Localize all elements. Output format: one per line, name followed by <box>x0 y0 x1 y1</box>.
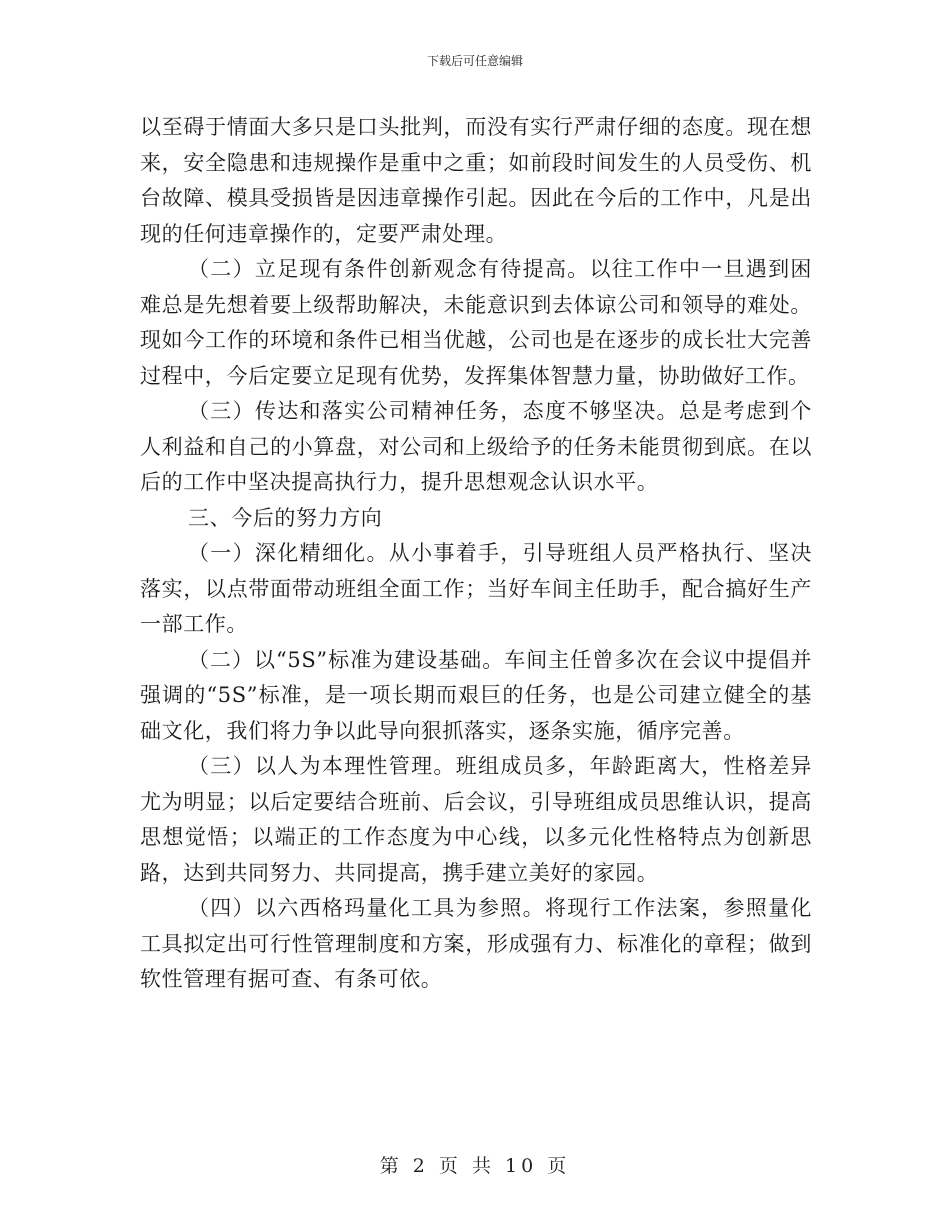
page-number-footer: 第 2 页 共 10 页 <box>379 1155 571 1177</box>
page-header: 下载后可任意编辑 <box>426 54 523 68</box>
paragraph-1: 以至碍于情面大多只是口头批判，而没有实行严肃仔细的态度。现在想来，安全隐患和违规操作是重中之重；如前段时间发生的人员受伤、机台故障、模具受损皆是因违章操作引起。因此在今后的工作中，凡是出现的任何违章操作的，定要严肃处理。 <box>140 115 812 246</box>
paragraph-3: （三）传达和落实公司精神任务，态度不够坚决。总是考虑到个人利益和自己的小算盘，对公司和上级给予的任务未能贯彻到底。在以后的工作中坚决提高执行力，提升思想观念认识水平。 <box>140 399 812 494</box>
paragraph-2: （二）立足现有条件创新观念有待提高。以往工作中一旦遇到困难总是先想着要上级帮助解决，未能意识到去体谅公司和领导的难处。现如今工作的环境和条件已相当优越，公司也是在逐步的成长壮大完善过程中，今后定要立足现有优势，发挥集体智慧力量，协助做好工作。 <box>140 257 812 388</box>
paragraph-7: （四）以六西格玛量化工具为参照。将现行工作法案，参照量化工具拟定出可行性管理制度和方案，形成强有力、标准化的章程；做到软性管理有据可查、有条可依。 <box>140 896 812 991</box>
paragraph-5: （二）以“5S”标准为建设基础。车间主任曾多次在会议中提倡并强调的“5S”标准，是一项长期而艰巨的任务，也是公司建立健全的基础文化，我们将力争以此导向狠抓落实，逐条实施，循序完善。 <box>140 647 812 743</box>
document-body <box>140 110 812 998</box>
section-heading: 三、今后的努力方向 <box>188 505 383 530</box>
paragraph-6: （三）以人为本理性管理。班组成员多，年龄距离大，性格差异尤为明显；以后定要结合班前、后会议，引导班组成员思维认识，提高思想觉悟；以端正的工作态度为中心线，以多元化性格特点为创新思路，达到共同努力、共同提高，携手建立美好的家园。 <box>140 754 812 885</box>
paragraph-4: （一）深化精细化。从小事着手，引导班组人员严格执行、坚决落实，以点带面带动班组全面工作；当好车间主任助手，配合搞好生产一部工作。 <box>140 541 812 636</box>
